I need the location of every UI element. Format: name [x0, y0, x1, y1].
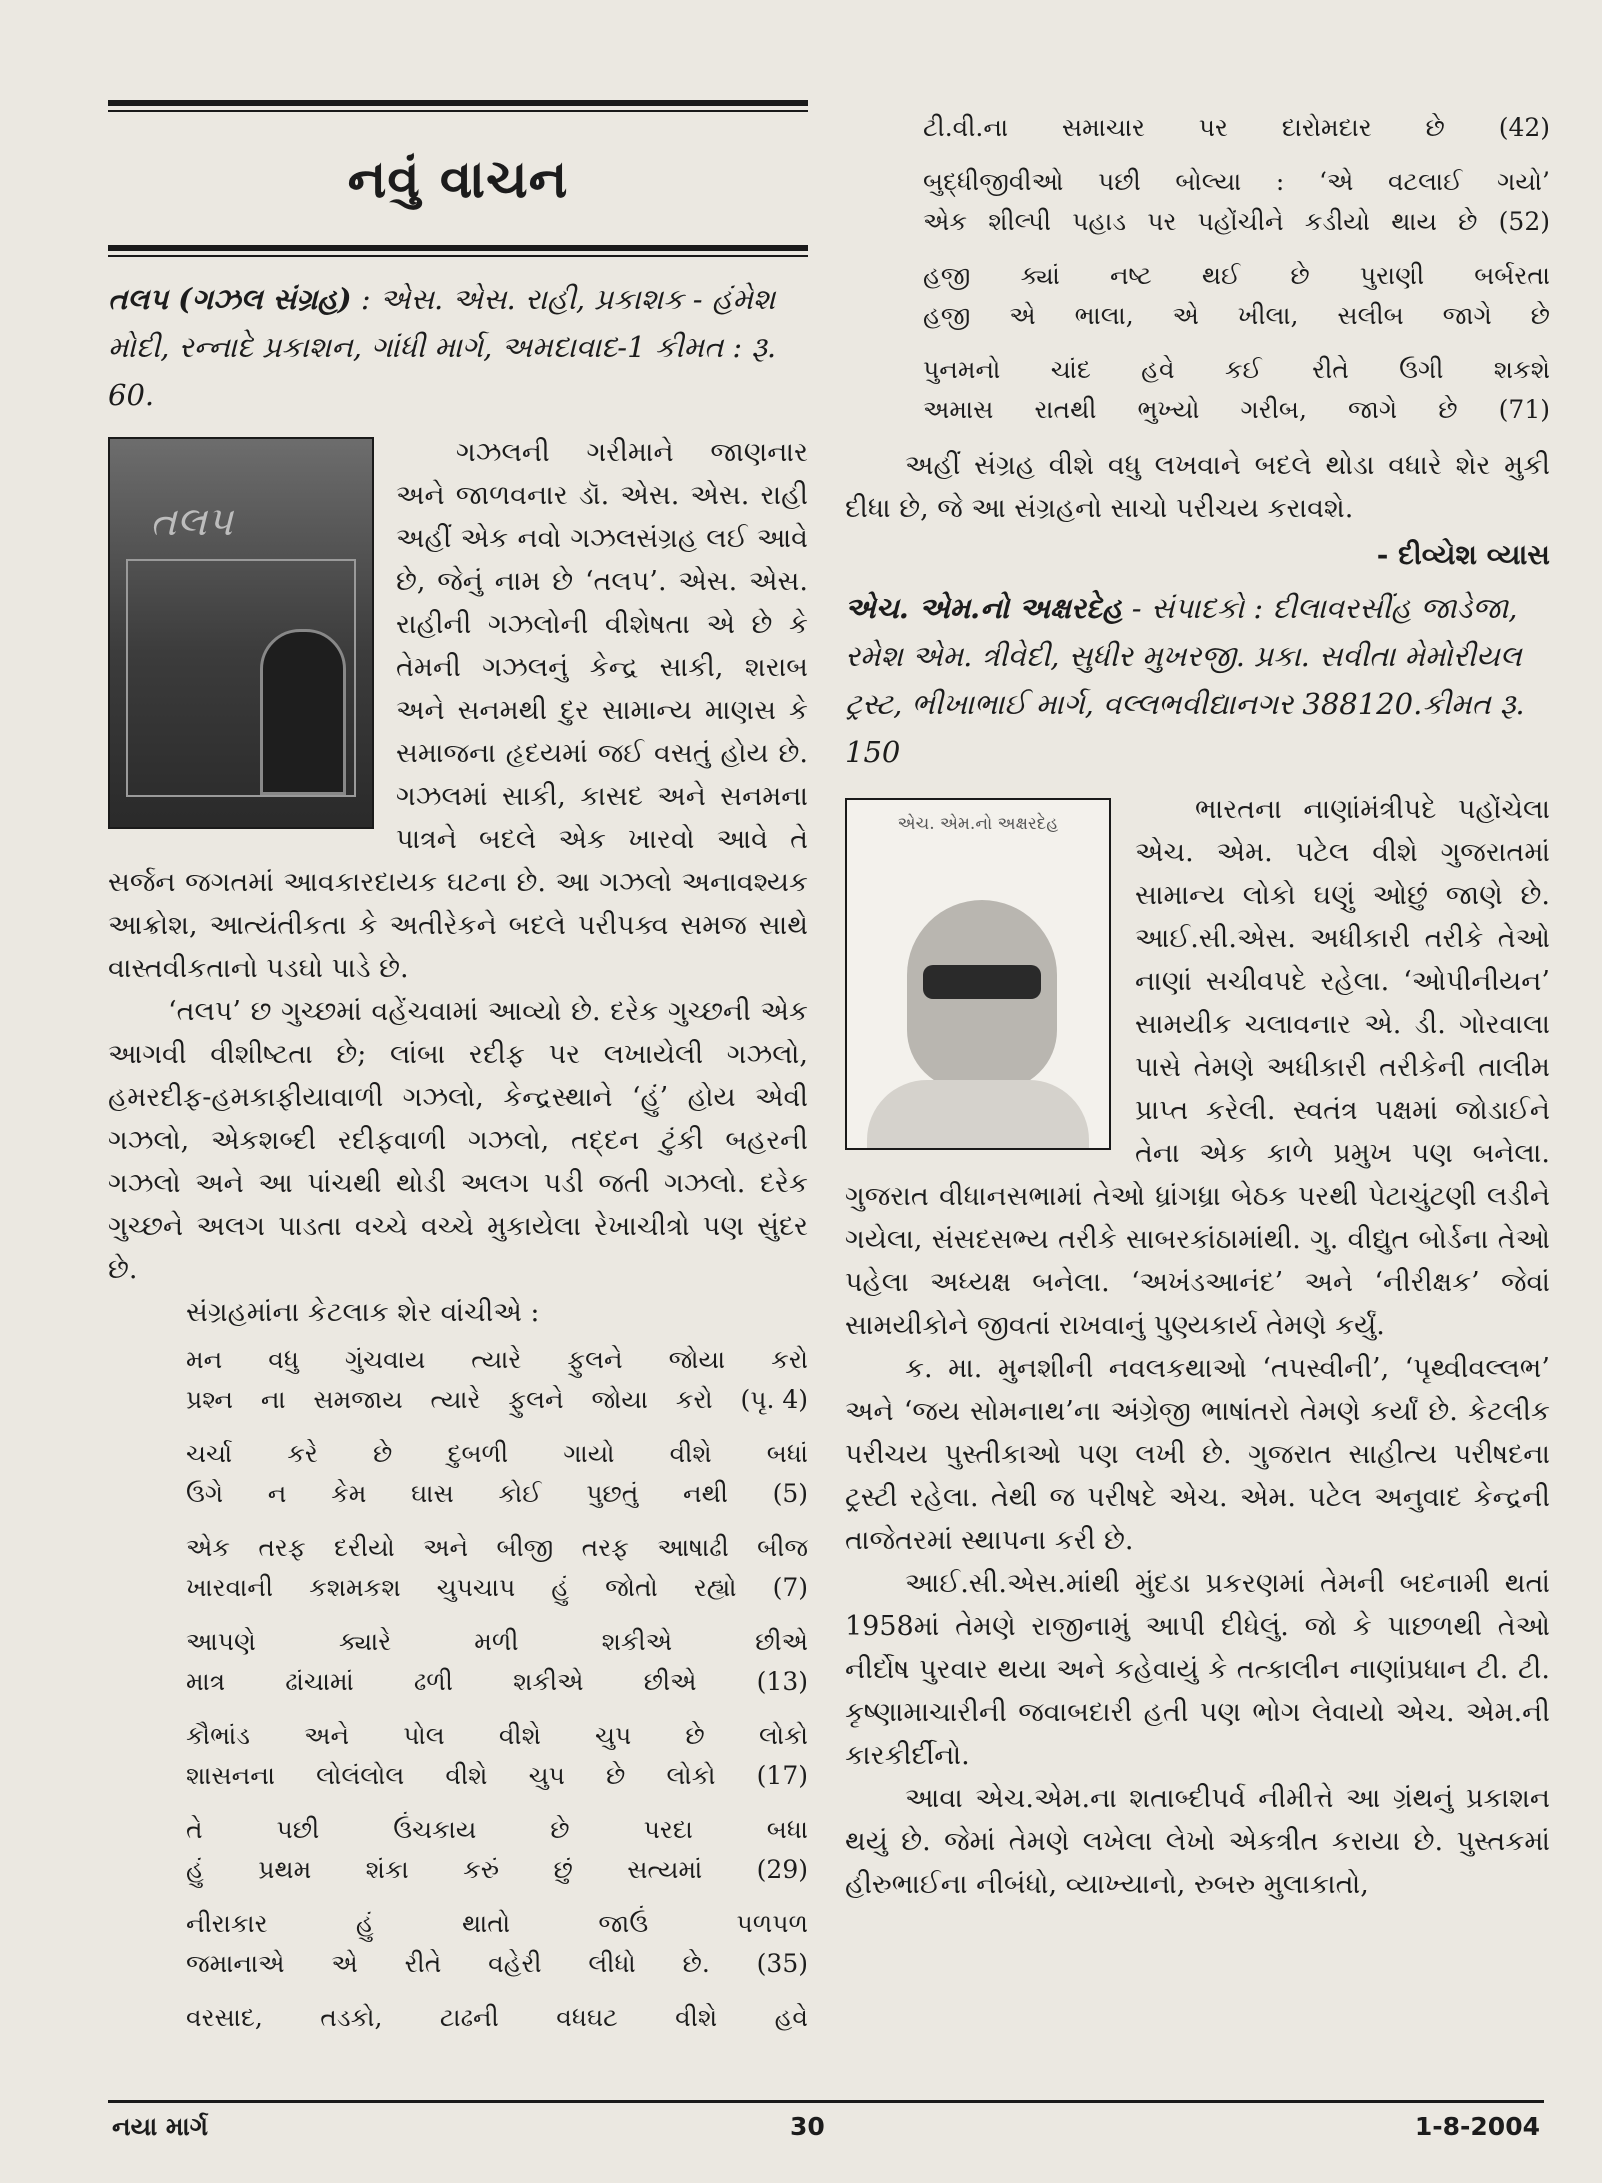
book-info-akshardeh — [845, 584, 1550, 776]
verse-ref: (29) — [756, 1855, 808, 1884]
couplet — [923, 350, 1550, 430]
book-title: એચ. એમ.નો અક્ષરદેહ — [845, 591, 1123, 625]
cover-arch — [260, 629, 346, 795]
verse-line: હજી ક્યાં નષ્ટ થઈ છે પુરાણી બર્બરતા — [923, 261, 1550, 290]
verse-line — [186, 1474, 808, 1514]
verses-intro: સંગ્રહમાંના કેટલાક શેર વાંચીએ : — [186, 1297, 540, 1328]
verse-ref: (5) — [772, 1479, 809, 1508]
verse-ref: (7) — [772, 1573, 808, 1602]
verse-line: ચર્ચા કરે છે દુબળી ગાયો વીશે બધાં — [186, 1439, 808, 1468]
verse-text: ટી.વી.ના સમાચાર પર દારોમદાર છે — [923, 113, 1445, 142]
verse-text: હું પ્રથમ શંકા કરું છું સત્યમાં — [186, 1855, 703, 1884]
verse-text: જમાનાએ એ રીતે વહેરી લીધો છે. — [186, 1949, 710, 1978]
verse-line: મન વધુ ગુંચવાય ત્યારે ફુલને જોયા કરો — [186, 1345, 808, 1374]
review-paragraph: ‘તલપ’ છ ગુચ્છમાં વહેંચવામાં આવ્યો છે. દરેક ગુચ્છની એક આગવી વીશીષ્ટતા છે; લાંબા રદીફ પર લખાયેલી ગઝલો, હમરદીફ-હમકાફીયાવાળી ગઝલો, કેન્દ્રસ્થાને ‘હું’ હોય એવી ગઝલો, એકશબ્દી રદીફવાળી ગઝલો, તદ્દન ટુંકી બહરની ગઝલો અને આ પાંચથી થોડી અલગ પડી જતી ગઝલો. દરેક ગુચ્છને અલગ પાડતા વચ્ચે વચ્ચે મુકાયેલા રેખાચીત્રો પણ સુંદર છે. — [108, 996, 808, 1285]
verse-line: હજી એ ભાલા, એ ખીલા, સલીબ જાગે છે — [923, 301, 1550, 330]
cover-logo: તલપ — [150, 499, 233, 545]
verse-ref: (42) — [1498, 113, 1551, 142]
verse-line: વરસાદ, તડકો, ટાઢની વધઘટ વીશે હવે — [186, 2003, 808, 2032]
verse-line — [186, 1756, 808, 1796]
book-details: : એસ. એસ. રાહી, પ્રકાશક - હંમેશ મોદી, રન્નાદે પ્રકાશન, ગાંધી માર્ગ, અમદાવાદ-1 કીમત : રૂ. 60. — [108, 282, 777, 412]
couplet — [923, 162, 1550, 242]
verse-text: એક શીલ્પી પહાડ પર પહોંચીને કડીયો થાય છે — [923, 207, 1478, 236]
book-details: - સંપાદકો : દીલાવરસીંહ જાડેજા, રમેશ એમ. ત્રીવેદી, સુધીર મુખરજી. પ્રકા. સવીતા મેમોરીયલ ટ્રસ્ટ, ભીખાભાઈ માર્ગ, વલ્લભવીદ્યાનગર 388120.કીમત રૂ. 150 — [845, 591, 1525, 769]
footer-rule — [108, 2100, 1544, 2103]
review-paragraph: ગઝલની ગરીમાને જાણનાર અને જાળવનાર ડૉ. એસ. એસ. રાહી અહીં એક નવો ગઝલસંગ્રહ લઈ આવે છે, જેનું નામ છે ‘તલપ’. એસ. એસ. રાહીની ગઝલોની વીશેષતા એ છે કે તેમની ગઝલનું કેન્દ્ર સાકી, શરાબ અને સનમથી દુર સામાન્ય માણસ કે સમાજના હૃદયમાં જઈ વસતું હોય છે. ગઝલમાં સાકી, કાસદ અને સનમના પાત્રને બદલે એક ખારવો આવે તે સર્જન જગતમાં આવકારદાયક ઘટના છે. આ ગઝલો અનાવશ્યક આક્રોશ, આત્યંતીકતા કે અતીરેકને બદલે પરીપક્વ સમજ સાથે વાસ્તવીકતાનો પડઘો પાડે છે. — [108, 437, 808, 984]
verse-ref: (35) — [756, 1949, 808, 1978]
review-closing: અહીં સંગ્રહ વીશે વધુ લખવાને બદલે થોડા વધારે શેર મુકી દીધા છે, જે આ સંગ્રહનો સાચો પરીચય કરાવશે. — [845, 450, 1550, 524]
portrait-body — [867, 1080, 1089, 1150]
verse-ref: (પૃ. 4) — [740, 1385, 808, 1414]
couplet — [186, 1340, 808, 1420]
couplet — [186, 1622, 808, 1702]
verse-list-continued — [923, 108, 1550, 430]
verse-ref: (71) — [1498, 395, 1550, 424]
book-cover-image — [108, 437, 374, 829]
verse-line: બુદ્ધીજીવીઓ પછી બોલ્યા : ‘એ વટલાઈ ગયો’ — [923, 167, 1550, 196]
verse-line — [186, 1662, 808, 1702]
right-column — [845, 108, 1550, 1906]
left-column — [108, 100, 808, 2038]
verse-list — [186, 1340, 808, 2038]
verse-line — [186, 1380, 808, 1420]
verse-text: ઉગે ન કેમ ઘાસ કોઈ પુછતું નથી — [186, 1479, 728, 1508]
verse-text: ખારવાની કશમકશ ચુપચાપ હું જોતો રહ્યો — [186, 1573, 737, 1602]
couplet — [186, 1434, 808, 1514]
verse-line: તે પછી ઉંચકાય છે પરદા બધા — [186, 1815, 808, 1844]
book-info-talap — [108, 275, 808, 419]
reviewer-signature: - દીવ્યેશ વ્યાસ — [1376, 538, 1550, 571]
verse-line — [186, 1944, 808, 1984]
verse-text: શાસનના લોલંલોલ વીશે ચુપ છે લોકો — [186, 1761, 716, 1790]
book-cover-portrait — [845, 798, 1111, 1150]
couplet — [186, 1810, 808, 1890]
couplet — [186, 1528, 808, 1608]
portrait-glasses — [923, 965, 1041, 999]
review-paragraph: ક. મા. મુનશીની નવલકથાઓ ‘તપસ્વીની’, ‘પૃથ્વીવલ્લભ’ અને ‘જય સોમનાથ’ના અંગ્રેજી ભાષાંતરો તેમણે કર્યાં છે. કેટલીક પરીચય પુસ્તીકાઓ પણ લખી છે. ગુજરાત સાહીત્ય પરીષદના ટ્રસ્ટી રહેલા. તેથી જ પરીષદે એચ. એમ. પટેલ અનુવાદ કેન્દ્રની તાજેતરમાં સ્થાપના કરી છે. — [845, 1353, 1550, 1556]
couplet — [923, 256, 1550, 336]
title-top-rule — [108, 100, 808, 106]
verse-ref: (17) — [756, 1761, 808, 1790]
review-paragraph: આવા એચ.એમ.ના શતાબ્દીપર્વ નીમીત્તે આ ગ્રંથનું પ્રકાશન થયું છે. જેમાં તેમણે લખેલા લેખો એકત્રીત કરાયા છે. પુસ્તકમાં હીરુભાઈના નીબંધો, વ્યાખ્યાનો, રુબરુ મુલાકાતો, — [845, 1783, 1550, 1900]
verse-line — [923, 108, 1550, 148]
verse-text: પ્રશ્ન ના સમજાય ત્યારે ફુલને જોયા કરો — [186, 1385, 713, 1414]
footer-magazine-name: નયા માર્ગ — [112, 2112, 208, 2141]
section-title: નવું વાચન — [347, 150, 569, 210]
title-top-rule-thin — [108, 110, 808, 112]
cover-caption: એચ. એમ.નો અક્ષરદેહ — [897, 814, 1059, 834]
title-bottom-rule — [108, 245, 808, 251]
verse-line: નીરાકાર હું થાતો જાઉં પળપળ — [186, 1909, 808, 1938]
verse-line: આપણે ક્યારે મળી શકીએ છીએ — [186, 1627, 808, 1656]
couplet — [186, 1904, 808, 1984]
verse-line — [923, 390, 1550, 430]
title-bottom-rule-thin — [108, 255, 808, 257]
couplet — [186, 1716, 808, 1796]
verse-text: અમાસ રાતથી ભુખ્યો ગરીબ, જાગે છે — [923, 395, 1458, 424]
footer-page-number: 30 — [790, 2112, 825, 2141]
verse-ref: (13) — [756, 1667, 808, 1696]
review-paragraph: આઈ.સી.એસ.માંથી મુંદડા પ્રકરણમાં તેમની બદનામી થતાં 1958માં તેમણે રાજીનામું આપી દીધેલું. જો કે પાછળથી તેઓ નીર્દોષ પુરવાર થયા અને કહેવાયું કે તત્કાલીન નાણાંપ્રધાન ટી. ટી. કૃષ્ણામાચારીની જવાબદારી હતી પણ ભોગ લેવાયો એચ. એમ.ની કારકીર્દીનો. — [845, 1568, 1550, 1771]
verse-line: એક તરફ દરીયો અને બીજી તરફ આષાઢી બીજ — [186, 1533, 808, 1562]
verse-ref: (52) — [1498, 207, 1550, 236]
verse-line — [186, 1850, 808, 1890]
footer-date: 1-8-2004 — [1414, 2112, 1540, 2141]
verse-line — [923, 202, 1550, 242]
review-paragraph: ભારતના નાણાંમંત્રીપદે પહોંચેલા એચ. એમ. પટેલ વીશે ગુજરાતમાં સામાન્ય લોકો ઘણું ઓછું જાણે છે. આઈ.સી.એસ. અધીકારી તરીકે તેઓ નાણાં સચીવપદે રહેલા. ‘ઓપીનીયન’ સામયીક ચલાવનાર એ. ડી. ગોરવાલા પાસે તેમણે અધીકારી તરીકેની તાલીમ પ્રાપ્ત કરેલી. સ્વતંત્ર પક્ષમાં જોડાઈને તેના એક કાળે પ્રમુખ પણ બનેલા. ગુજરાત વીધાનસભામાં તેઓ ધ્રાંગધ્રા બેઠક પરથી પેટાચુંટણી લડીને ગયેલા, સંસદસભ્ય તરીકે સાબરકાંઠામાંથી. ગુ. વીદ્યુત બોર્ડના તેઓ પહેલા અધ્યક્ષ બનેલા. ‘અખંડઆનંદ’ અને ‘નીરીક્ષક’ જેવાં સામયીકોને જીવતાં રાખવાનું પુણ્યકાર્ય તેમણે કર્યું. — [845, 794, 1550, 1341]
verse-line: પુનમનો ચાંદ હવે કઈ રીતે ઉગી શકશે — [923, 355, 1550, 384]
verse-line — [186, 1568, 808, 1608]
couplet — [923, 108, 1550, 148]
verse-text: માત્ર ઢાંચામાં ઢળી શકીએ છીએ — [186, 1667, 697, 1696]
verse-line: કૌભાંડ અને પોલ વીશે ચુપ છે લોકો — [186, 1721, 808, 1750]
book-title: તલપ (ગઝલ સંગ્રહ) — [108, 282, 352, 316]
